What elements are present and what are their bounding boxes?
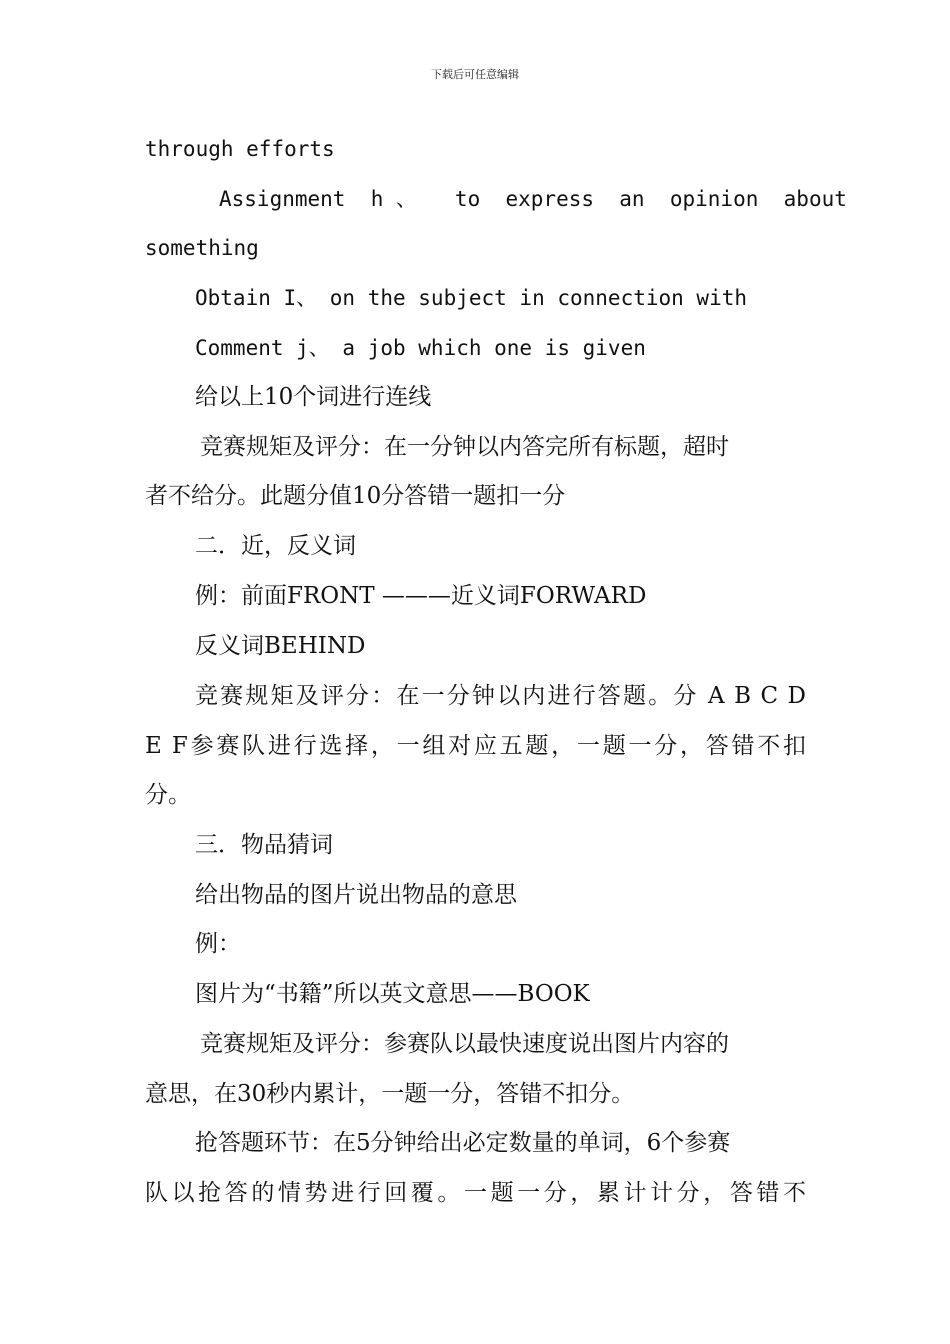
text-line: 竞赛规矩及评分：在一分钟以内答完所有标题，超时 xyxy=(200,434,729,460)
text-line: E F参赛队进行选择，一组对应五题，一题一分，答错不扣 xyxy=(145,733,806,759)
text-line: 例： xyxy=(195,931,241,957)
text-line: 给出物品的图片说出物品的意思 xyxy=(195,882,517,908)
text-line: Assignment h 、 to express an opinion about xyxy=(219,187,847,211)
text-line: something xyxy=(145,236,259,260)
text-line: 竞赛规矩及评分：参赛队以最快速度说出图片内容的 xyxy=(200,1031,729,1057)
section-heading: 三．物品猜词 xyxy=(195,832,333,858)
text-line: 分。 xyxy=(145,782,191,808)
text-line: 队以抢答的情势进行回覆。一题一分，累计计分，答错不 xyxy=(145,1180,806,1206)
text-line: 竞赛规矩及评分：在一分钟以内进行答题。分 A B C D xyxy=(195,683,806,709)
text-line: 给以上10个词进行连线 xyxy=(195,384,432,410)
section-heading: 二．近，反义词 xyxy=(195,533,356,559)
text-line: Obtain I、 on the subject in connection with xyxy=(195,286,748,310)
text-line: 者不给分。此题分值10分答错一题扣一分 xyxy=(145,483,566,509)
text-line: through efforts xyxy=(145,137,335,161)
text-line: 反义词BEHIND xyxy=(195,633,366,659)
text-line: 图片为“书籍”所以英文意思——BOOK xyxy=(195,981,590,1007)
text-line: Comment j、 a job which one is given xyxy=(195,336,646,360)
text-line: 例：前面FRONT ———近义词FORWARD xyxy=(195,583,647,609)
text-line: 意思，在30秒内累计，一题一分，答错不扣分。 xyxy=(145,1081,635,1107)
page-header: 下载后可任意编辑 xyxy=(431,68,519,81)
text-line: 抢答题环节：在5分钟给出必定数量的单词，6个参赛 xyxy=(195,1130,731,1156)
